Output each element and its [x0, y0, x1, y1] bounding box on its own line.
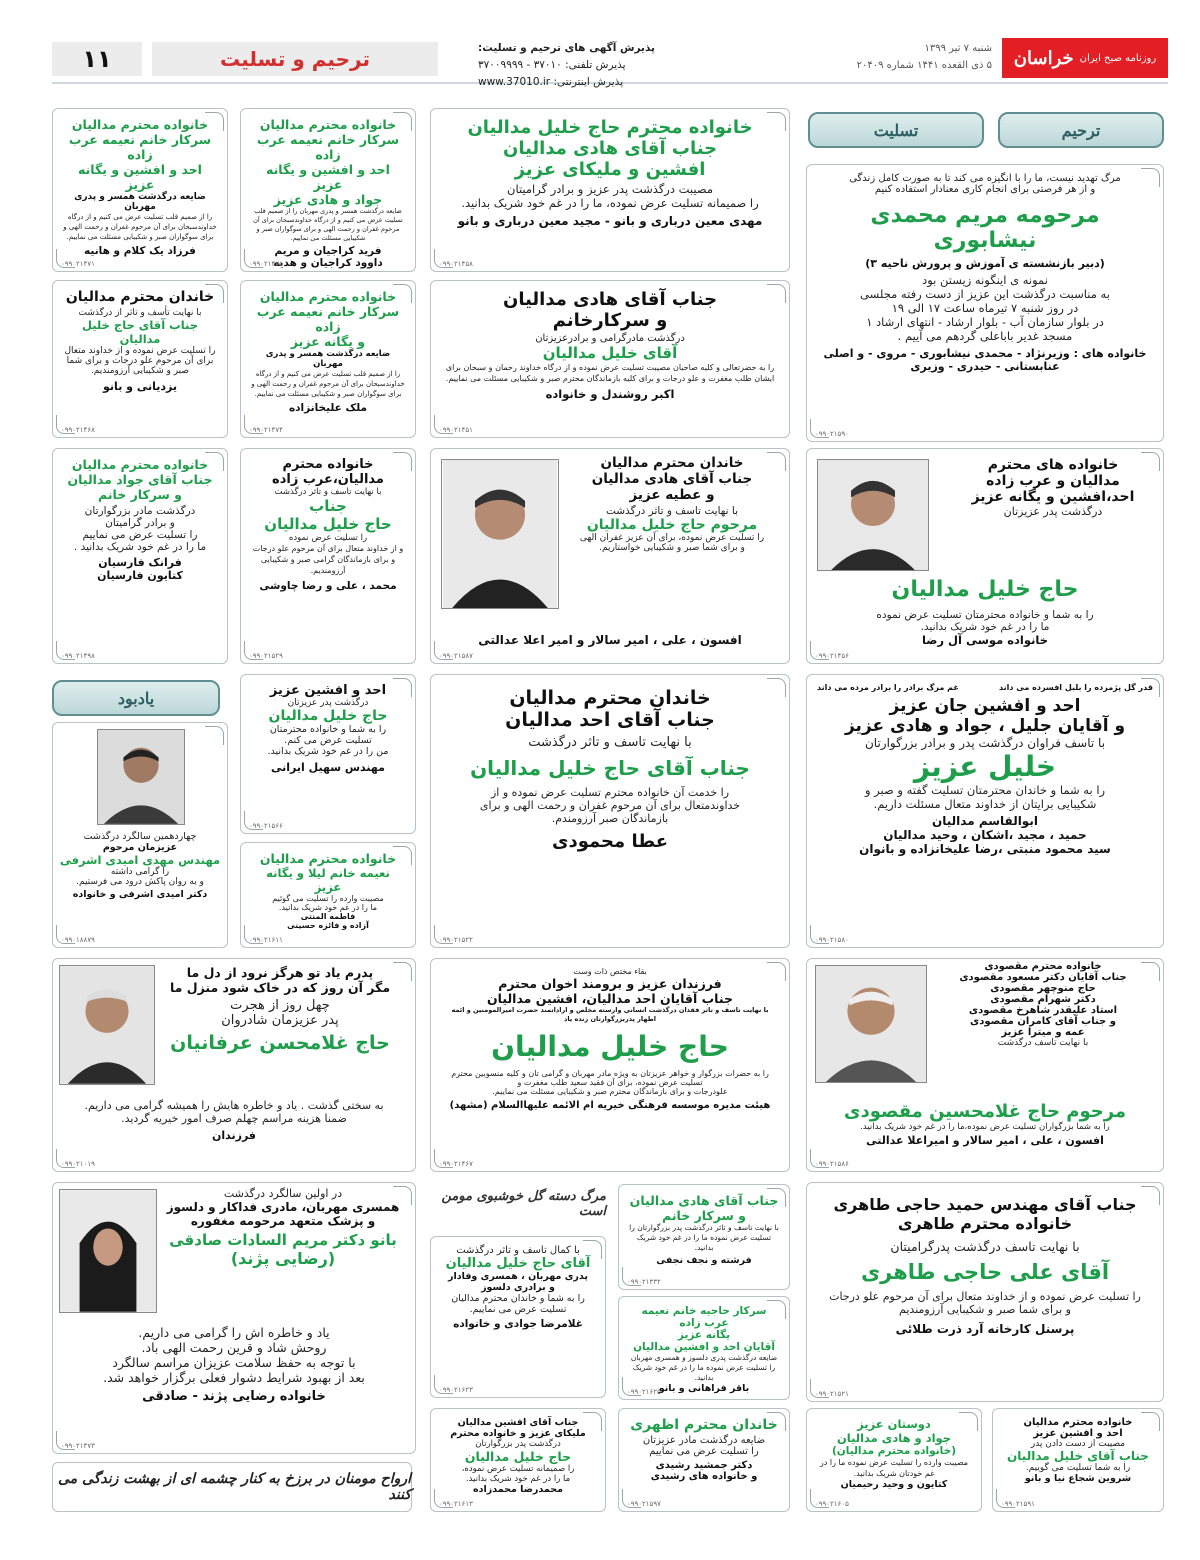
ad-ommol-aemeh: بقاء مختص ذات وست فرزندان عزیز و برومند اخوان محترم جناب آقایان احد مدالیان، افشین مدالیان با نهایت تاسف و تاثر فقدان درگذشت انسانی وارسته مخلص و اراداتمند حضرت امیرالمومنین و ائمه اطهار پدربزرگوارتان زنده یاد حاج خلیل مدالیان را به حضرات بزرگوار و خواهر عزیزتان به ویژه مادر مهربان و گرامی تان و کلیه منسوبین محترم تسلیت عرض نموده، برای آن فقید سعید طلب مغفرت و علودرجات و برای بازماندگان محترم صبر و شکیبایی مسئلت می نماییم. هیئت مدیره موسسه فرهنگی خیریه ام الائمه علیهاالسلام (مشهد) ۰۹۹۰۲۱۴۶۷: [430, 958, 790, 1172]
newspaper-logo: [1002, 38, 1168, 78]
ad-yazdiani: خاندان محترم مدالیان با نهایت تأسف و تاثر از درگذشت جناب آقای حاج خلیل مدالیان را تسلیت عرض نموده و از خداوند متعال برای آن مرحوم علو درجات و برای شما صبر و شکیبایی آرزومندیم. یزدیانی و بانو ۰۹۹۰۲۱۴۶۸: [52, 280, 228, 438]
page-number: ۱۱: [52, 42, 142, 76]
ad-maryam-mohammadi: مرگ تهدید نیست، ما را با انگیزه می کند تا به صورت کامل زندگی و از هر فرصتی برای انجام کاری معنادار استفاده کنیم مرحومه مریم محمدی نیشابوری (دبیر بازنشسته ی آموزش و پرورش ناحیه ۳) نمونه ی اینگونه زیستن بود به مناسبت درگذشت این عزیز از دست رفته مجلسی در روز شنبه ۷ تیرماه ساعت ۱۷ الی ۱۹ در بلوار سازمان آب - بلوار ارشاد - انتهای ارشاد ۱ مسجد غدیر باباعلی گردهم می آییم . خانواده های : وزیرنژاد - محمدی نیشابوری - مروی - و اصلی عنابستانی - حیدری - وزیری ۰۹۹۰۲۱۵۹۰: [806, 164, 1164, 442]
ad-alikhanzadeh: خانواده محترم مدالیان سرکار خانم نعیمه عرب زاده و یگانه عزیز ضایعه درگذشت همسر و پدری مهربان را از صمیم قلب تسلیت عرض می کنیم و از درگاه خداوندسبحان برای آن مرحوم غفران و رحمت الهی و برای سوگواران صبر و شکیبایی مسئلت می نماییم. ملک علیخانزاده ۰۹۹۰۲۱۴۷۴: [240, 280, 416, 438]
tarhim-banner: ترحیم: [998, 112, 1164, 148]
ad-omidi-ashrafi: چهاردهمین سالگرد درگذشت عزیزمان مرحوم مهندس مهدی امیدی اشرفی را گرامی داشته و به روان پاکش درود می فرستیم. دکتر امیدی اشرفی و خانواده ۰۹۹۰۱۸۸۷۹: [52, 722, 228, 948]
ad-javadi: با کمال تاسف و تاثر درگذشت آقای حاج خلیل مدالیان پدری مهربان ، همسری وفادار و برادری دلسوز را به شما و خاندان محترم مدالیان تسلیت عرض می نماییم. غلامرضا جوادی و خانواده ۰۹۹۰۲۱۶۲۳: [430, 1236, 606, 1398]
deceased-photo: [815, 965, 927, 1083]
deceased-photo: [97, 729, 185, 825]
page-header: [52, 38, 1168, 88]
issue-date: شنبه ۷ تیر ۱۳۹۹ ۵ ذی القعده ۱۴۴۱ شماره ۲۰۴۰۹: [856, 43, 992, 71]
newspaper-tagline: روزنامه صبح ایران: [1079, 52, 1157, 64]
web-intake: پذیرش اینترنتی: www.37010.ir: [478, 76, 624, 88]
ad-mohammadzadeh: جناب آقای افشین مدالیان ملیکای عزیز و خانواده محترم درگذشت پدر بزرگوارتان حاج خلیل مدالیان را صمیمانه تسلیت عرض نموده، ما را در غم خود شریک بدانید. محمدرضا محمدزاده ۰۹۹۰۲۱۶۱۳: [430, 1408, 606, 1512]
ad-almenti: خانواده محترم مدالیان نعیمه خانم لیلا و یگانه عزیز مصیبت وارده را تسلیت می گوئیم ما را در غم خود شریک بدانید. فاطمه المنتی آزاده و فائزه حسینی ۰۹۹۰۲۱۶۱۱: [240, 842, 416, 948]
ad-sadeghi: در اولین سالگرد درگذشت همسری مهربان، مادری فداکار و دلسوز و پزشک متعهد مرحومه مغفوره بانو دکتر مریم السادات صادقی (رضایی پژند) یاد و خاطره اش را گرامی می داریم. روحش شاد و قرین رحمت الهی باد. با توجه به حفظ سلامت عزیزان مراسم سالگرد بعد از بهبود شرایط دشوار فعلی برگزار خواهد شد. خانواده رضایی پژند - صادقی ۰۹۹۰۲۱۳۷۳: [52, 1182, 416, 1454]
ad-roshandel: جناب آقای هادی مدالیان و سرکارخانم درگذشت مادرگرامی و برادرعزیزتان آقای خلیل مدالیان را به حضرتعالی و کلیه صاحبان مصیبت تسلیت عرض نموده و از درگاه خداوند رحمان و سبحان برای ایشان طلب مغفرت و علو درجات و برای کلیه بازماندگان محترم صبر و شکیبایی مسئلت می نماییم. اکبر روشندل و خانواده ۰۹۹۰۲۱۴۵۱: [430, 280, 790, 438]
ad-ata-mahmoudi: خاندان محترم مدالیان جناب آقای احد مدالیان با نهایت تاسف و تاثر درگذشت جناب آقای حاج خلیل مدالیان را خدمت آن خانواده محترم تسلیت عرض نموده و از خداوندمتعال برای آن مرحوم غفران و رحمت الهی و برای بازماندگان صبر آرزومندم. عطا محمودی ۰۹۹۰۲۱۵۲۲: [430, 674, 790, 948]
ad-edalati-1: خاندان محترم مدالیان جناب آقای هادی مدالیان و عطیه عزیز با نهایت تاسف و تاثر درگذشت مرحوم حاج خلیل مدالیان را تسلیت عرض نموده، برای آن عزیز غفران الهی و برای شما صبر و شکیبایی خواستاریم. افسون ، علی ، امیر سالار و امیر اعلا عدالتی ۰۹۹۰۲۱۵۸۷: [430, 448, 790, 664]
ad-hajitaheri: جناب آقای مهندس حمید حاجی طاهری خانواده محترم طاهری با نهایت تاسف درگذشت پدرگرامیتان آقای علی حاجی طاهری را تسلیت عرض نموده و از خداوند متعال برای آن مرحوم علو درجات و برای شما صبر و شکیبایی آرزومندیم پرسنل کارخانه آرد ذرت طلائی ۰۹۹۰۲۱۵۲۱: [806, 1182, 1164, 1402]
ad-shojania: خانواده محترم مدالیان احد و افشین عزیز مصیبت از دست دادن پدر جناب آقای خلیل مدالیان را به شما تسلیت می گوییم. شروین شجاع نیا و بانو ۰۹۹۰۲۱۵۹۱: [992, 1408, 1164, 1512]
ad-farsian: خانواده محترم مدالیان جناب آقای جواد مدالیان و سرکار خانم درگذشت مادر بزرگوارتان و برادر گرامیتان را تسلیت عرض می نماییم ما را در غم خود شریک بدانید . فرانک فارسیان کتایون فارسیان ۰۹۹۰۲۱۴۹۸: [52, 448, 228, 664]
deceased-photo: [441, 459, 559, 609]
ad-soheil-irani: احد و افشین عزیز درگذشت پدر عزیزتان حاج خلیل مدالیان را به شما و خانواده محترمتان تسلیت عرض می کنم. من را در غم خود شریک بدانید. مهندس سهیل ایرانی ۰۹۹۰۲۱۵۶۶: [240, 674, 416, 834]
yadbood-banner: یادبود: [52, 680, 220, 716]
ad-intake-info: پذیرش آگهی های ترحیم و تسلیت: پذیرش تلفنی: ۳۷۰۱۰ - ۳۷۰۰۹۹۹۹ پذیرش اینترنتی: www.37010.ir: [478, 40, 748, 91]
ad-rahimian: دوستان عزیز جواد و هادی مدالیان (خانواده محترم مدالیان) مصیبت وارده را تسلیت عرض نموده ما را در غم خودتان شریک بدانید. کتایون و وحید رحیمیان ۰۹۹۰۲۱۶۰۵: [806, 1408, 982, 1512]
deceased-photo: [817, 459, 929, 571]
ad-chavoshi: خانواده محترم مدالیان،عرب زاده با نهایت تاسف و تاثر درگذشت جناب حاج خلیل مدالیان را تسلیت عرض نموده و از خداوند متعال برای آن مرحوم علو درجات و برای بازماندگان گرامی صبر و شکیبایی آرزومندیم. محمد ، علی و رضا چاوشی ۰۹۹۰۲۱۵۲۹: [240, 448, 416, 664]
ad-erfanian: پدرم یاد تو هرگز نرود از دل ما مگر آن روز که در خاک شود منزل ما چهل روز از هجرت پدر عزیزمان شادروان حاج غلامحسن عرفانیان به سختی گذشت . یاد و خاطره هایش را همیشه گرامی می داریم. ضمنا هزینه مراسم چهلم صرف امور خیریه گردید. فرزندان ۰۹۹۰۲۱۰۱۹: [52, 958, 416, 1172]
footer-quote: ارواح مومنان در برزخ به کنار چشمه ای از بهشت زندگی می کنند: [52, 1462, 412, 1512]
ad-rashidi: خاندان محترم اظهری ضایعه درگذشت مادر عزیزتان را تسلیت عرض می نماییم دکتر جمشید رشیدی و خانواده های رشیدی ۰۹۹۰۲۱۵۹۷: [618, 1408, 790, 1512]
ad-maghsoudi: خانواده محترم مقصودی جناب آقایان دکتر مسعود مقصودی حاج منوچهر مقصودی دکتر شهرام مقصودی استاد علیقدر شاهرخ مقصودی و جناب آقای کامران مقصودی عمه و میترا عزیز با نهایت تاسف درگذشت مرحوم حاج غلامحسین مقصودی را به شما بزرگواران تسلیت عرض نموده،ما را در غم خود شریک بدانید. افسون ، علی ، امیر سالار و امیراعلا عدالتی ۰۹۹۰۲۱۵۸۶: [806, 958, 1164, 1172]
brand-name: خراسان: [1013, 47, 1074, 69]
ad-farahani: سرکار حاجیه خانم نعیمه عرب زاده یگانه عزیز آقایان احد و افشین مدالیان ضایعه درگذشت پدری دلسوز و همسری مهربان را تسلیت عرض نموده ما را در غم خود شریک بدانید. باقر فراهانی و بانو ۰۹۹۰۲۱۶۲۵: [618, 1296, 790, 1400]
quote-small: مرگ دسته گل خوشبوی مومن است: [441, 1189, 606, 1219]
ad-karajian: خانواده محترم مدالیان سرکار خانم نعیمه عرب زاده احد و افشین و یگانه عزیز جواد و هادی عزیز ضایعه درگذشت همسر و پدری مهربان را از صمیم قلب تسلیت عرض می کنیم و از درگاه خداوندسبحان برای آن مرحوم غفران و رحمت الهی و برای سوگواران صبر و شکیبایی مسئلت می نماییم. فرید کراجیان و مریم داوود کراجیان و هدیه ۰۹۹۰۲۱۴۷۵: [240, 108, 416, 272]
ad-yekkalam: خانواده محترم مدالیان سرکار خانم نعیمه عرب زاده احد و افشین و یگانه عزیز ضایعه درگذشت همسر و پدری مهربان را از صمیم قلب تسلیت عرض می کنیم و از درگاه خداوندسبحان برای آن مرحوم غفران و رحمت الهی و برای سوگواران صبر و شکیبایی مسئلت می نماییم. فرزاد یک کلام و هانیه ۰۹۹۰۲۱۴۷۱: [52, 108, 228, 272]
section-title: ترحیم و تسلیت: [152, 42, 438, 76]
phone-intake: پذیرش تلفنی: ۳۷۰۱۰ - ۳۷۰۰۹۹۹۹: [478, 59, 626, 71]
ad-musa-alreza: خانواده های محترم مدالیان و عرب زاده احد،افشین و یگانه عزیز درگذشت پدر عزیزتان حاج خلیل مدالیان را به شما و خانواده محترمتان تسلیت عرض نموده ما را در غم خود شریک بدانید. خانواده موسی آل رضا ۰۹۹۰۲۱۴۵۶: [806, 448, 1164, 664]
deceased-photo: [59, 1189, 157, 1313]
tasliat-banner: تسلیت: [808, 112, 984, 148]
deceased-photo: [59, 965, 155, 1085]
ad-madalian-moein: خانواده محترم حاج خلیل مدالیان جناب آقای هادی مدالیان افشین و ملیکای عزیز مصیبت درگذشت پدر عزیز و برادر گرامیتان را صمیمانه تسلیت عرض نموده، ما را در غم خود شریک بدانید. مهدی معین درباری و بانو - مجید معین درباری و بانو ۰۹۹۰۲۱۴۵۸: [430, 108, 790, 272]
deceased-name: مرحومه مریم محمدی نیشابوری: [870, 203, 1100, 253]
ad-najafi: جناب آقای هادی مدالیان و سرکار خانم با نهایت تاسف و تاثر درگذشت پدر بزرگوارتان را تسلیت عرض نموده ما را در غم خود شریک بدانید. فرشته و نجف نجفی ۰۹۹۰۲۱۳۳۲: [618, 1184, 790, 1290]
ad-khalil-aziz: قدر گل پژمرده را بلبل افسرده می داند غم مرگ برادر را برادر مرده می داند احد و افشین جان عزیز و آقایان جلیل ، جواد و هادی عزیز با تاسف فراوان درگذشت پدر و برادر بزرگوارتان خلیل عزیز را به شما و خاندان محترمتان تسلیت گفته و صبر و شکیبایی برایتان از خداوند متعال مسئلت داریم. ابوالقاسم مدالیان حمید ، مجید ،اشکان ، وحید مدالیان سید محمود منبتی ،رضا علیخانزاده و بانوان ۰۹۹۰۲۱۵۸۰: [806, 674, 1164, 948]
